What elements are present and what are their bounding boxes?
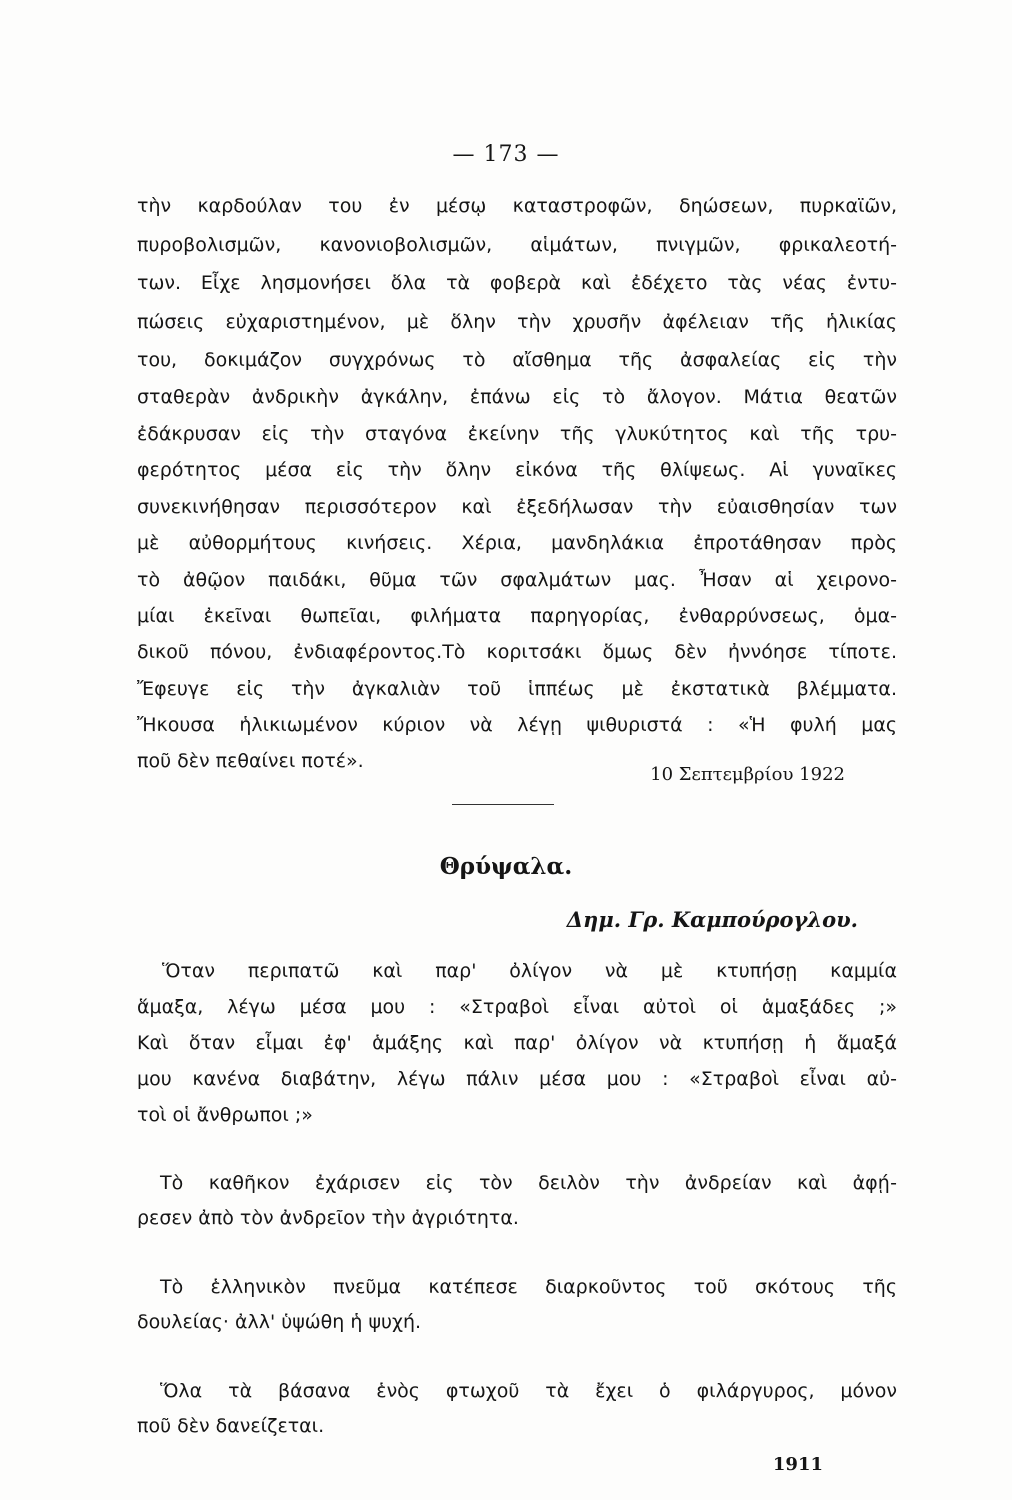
dateline: 10 Σεπτεμβρίου 1922 [650, 764, 845, 785]
text-line: μὲ αὐθορμήτους κινήσεις. Χέρια, μανδηλάκια ἐπροτάθησαν πρὸς [137, 532, 897, 554]
text-line: Καὶ ὅταν εἶμαι ἐφ' ἁμάξης καὶ παρ' ὀλίγον νὰ κτυπήσῃ ἡ ἅμαξά [137, 1032, 897, 1054]
text-line: δικοῦ πόνου, ἐνδιαφέροντος.Τὸ κοριτσάκι ὅμως δὲν ἠννόησε τίποτε. [137, 641, 897, 663]
text-line: των. Εἶχε λησμονήσει ὅλα τὰ φοβερὰ καὶ ἐδέχετο τὰς νέας ἐντυ- [137, 272, 897, 294]
text-line: μου κανένα διαβάτην, λέγω πάλιν μέσα μου : «Στραβοὶ εἶναι αὐ- [137, 1068, 897, 1090]
text-line: ποῦ δὲν δανείζεται. [137, 1415, 325, 1437]
page-number: — 173 — [452, 142, 560, 167]
text-line: ρεσεν ἀπὸ τὸν ἀνδρεῖον τὴν ἀγριότητα. [137, 1207, 519, 1229]
text-line: ποῦ δὲν πεθαίνει ποτέ». [137, 750, 364, 772]
text-line: Τὸ ἑλληνικὸν πνεῦμα κατέπεσε διαρκοῦντος τοῦ σκότους τῆς [160, 1276, 897, 1298]
text-line: πώσεις εὐχαριστημένον, μὲ ὅλην τὴν χρυσῆν ἀφέλειαν τῆς ἡλικίας [137, 311, 897, 333]
text-line: μίαι ἐκεῖναι θωπεῖαι, φιλήματα παρηγορίας, ἐνθαρρύνσεως, ὁμα- [137, 605, 897, 627]
text-line: φερότητος μέσα εἰς τὴν ὅλην εἰκόνα τῆς θλίψεως. Αἱ γυναῖκες [137, 459, 897, 481]
text-line: πυροβολισμῶν, κανονιοβολισμῶν, αἱμάτων, πνιγμῶν, φρικαλεοτή- [137, 234, 897, 256]
text-line: του, δοκιμάζον συγχρόνως τὸ αἴσθημα τῆς ἀσφαλείας εἰς τὴν [137, 349, 897, 371]
text-line: Ὅλα τὰ βάσανα ἑνὸς φτωχοῦ τὰ ἔχει ὁ φιλάργυρος, μόνον [160, 1380, 897, 1402]
text-line: Ἔφευγε εἰς τὴν ἀγκαλιὰν τοῦ ἱππέως μὲ ἐκστατικὰ βλέμματα. [137, 678, 897, 700]
signature-number: 1911 [772, 1454, 823, 1475]
section-divider [452, 804, 554, 805]
text-line: τοὶ οἱ ἄνθρωποι ;» [137, 1104, 313, 1126]
text-line: Ὅταν περιπατῶ καὶ παρ' ὀλίγον νὰ μὲ κτυπήσῃ καμμία [162, 960, 897, 982]
text-line: ἅμαξα, λέγω μέσα μου : «Στραβοὶ εἶναι αὐτοὶ οἱ ἁμαξάδες ;» [137, 996, 897, 1018]
text-line: τὴν καρδούλαν του ἐν μέσῳ καταστροφῶν, δηώσεων, πυρκαϊῶν, [137, 195, 897, 217]
text-line: σταθερὰν ἀνδρικὴν ἀγκάλην, ἐπάνω εἰς τὸ ἄλογον. Μάτια θεατῶν [137, 386, 897, 408]
text-line: Ἤκουσα ἡλικιωμένον κύριον νὰ λέγῃ ψιθυριστά : «Ἡ φυλή μας [137, 714, 897, 736]
text-line: τὸ ἀθῷον παιδάκι, θῦμα τῶν σφαλμάτων μας. Ἦσαν αἱ χειρονο- [137, 569, 897, 591]
section-author: Δημ. Γρ. Καμπούρογλου. [566, 907, 858, 932]
section-title: Θρύψαλα. [439, 853, 573, 880]
text-line: δουλείας· ἀλλ' ὑψώθη ἡ ψυχή. [137, 1311, 422, 1333]
text-line: ἐδάκρυσαν εἰς τὴν σταγόνα ἐκείνην τῆς γλυκύτητος καὶ τῆς τρυ- [137, 423, 897, 445]
text-line: Τὸ καθῆκον ἐχάρισεν εἰς τὸν δειλὸν τὴν ἀνδρείαν καὶ ἀφῄ- [160, 1172, 897, 1194]
text-line: συνεκινήθησαν περισσότερον καὶ ἐξεδήλωσαν τὴν εὐαισθησίαν των [137, 496, 897, 518]
